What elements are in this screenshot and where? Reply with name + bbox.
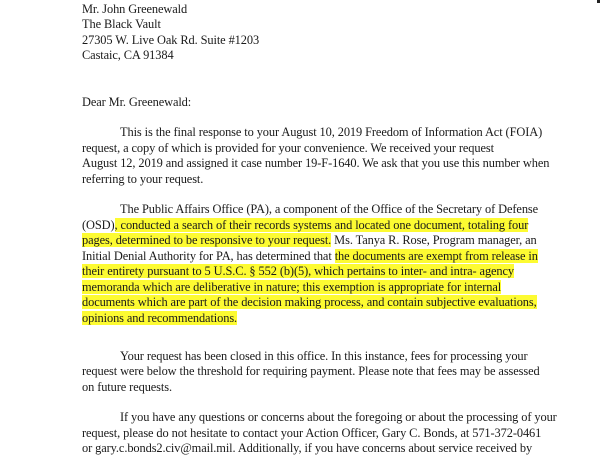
para2-line8 <box>82 311 237 326</box>
para2-highlight-opinions: opinions and recommendations. <box>82 311 238 325</box>
salutation: Dear Mr. Greenewald: <box>82 95 192 109</box>
para3-line1: Your request has been closed in this office. In this instance, fees for processing your <box>120 349 528 363</box>
para2-line4 <box>82 249 538 264</box>
para3-line3: on future requests. <box>82 380 172 394</box>
recipient-street: 27305 W. Live Oak Rd. Suite #1203 <box>82 33 260 47</box>
para1-line2: request, a copy of which is provided for your convenience. We received your request <box>82 141 494 155</box>
para2-highlight-search: , conducted a search of their records systems and located one document, totaling four <box>114 218 529 232</box>
para2-line2-osd: (OSD) <box>82 218 115 232</box>
para1-line1: This is the final response to your August 10, 2019 Freedom of Information Act (FOIA) <box>120 125 543 139</box>
para2-line2 <box>82 218 528 233</box>
para2-highlight-responsive: pages, determined to be responsive to your request. <box>82 233 332 247</box>
para2-line4-start: Initial Denial Authority for PA, has determined that <box>82 249 335 263</box>
para3-line2: request were below the threshold for requiring payment. Please note that fees may be assessed <box>82 364 540 378</box>
para2-line3 <box>82 233 537 248</box>
para2-highlight-decision: documents which are part of the decision making process, and contain subjective evaluations, <box>82 295 537 309</box>
para2-line7 <box>82 295 537 310</box>
para4-line1: If you have any questions or concerns about the foregoing or about the processing of your <box>120 410 557 424</box>
para2-highlight-statute: their entirety pursuant to 5 U.S.C. § 552 (b)(5), which pertains to inter- and intra- agency <box>82 264 515 278</box>
recipient-name: Mr. John Greenewald <box>82 2 188 16</box>
para2-line6 <box>82 280 501 295</box>
recipient-city: Castaic, CA 91384 <box>82 48 174 62</box>
para2-highlight-memoranda: memoranda which are deliberative in nature; this exemption is appropriate for internal <box>82 280 502 294</box>
recipient-org: The Black Vault <box>82 17 161 31</box>
para2-highlight-exempt: the documents are exempt from release in <box>334 249 538 263</box>
para4-line3: or gary.c.bonds2.civ@mail.mil. Additionally, if you have concerns about service received by <box>82 441 533 455</box>
para2-line5 <box>82 264 514 279</box>
para1-line4: referring to your request. <box>82 172 204 186</box>
para1-line3: August 12, 2019 and assigned it case number 19-F-1640. We ask that you use this number when <box>82 156 550 170</box>
para2-line1: The Public Affairs Office (PA), a component of the Office of the Secretary of Defense <box>120 202 539 216</box>
para2-line3-rest: Ms. Tanya R. Rose, Program manager, an <box>331 233 537 247</box>
para4-line2: request, please do not hesitate to contact your Action Officer, Gary C. Bonds, at 571-372-0461 <box>82 426 542 440</box>
